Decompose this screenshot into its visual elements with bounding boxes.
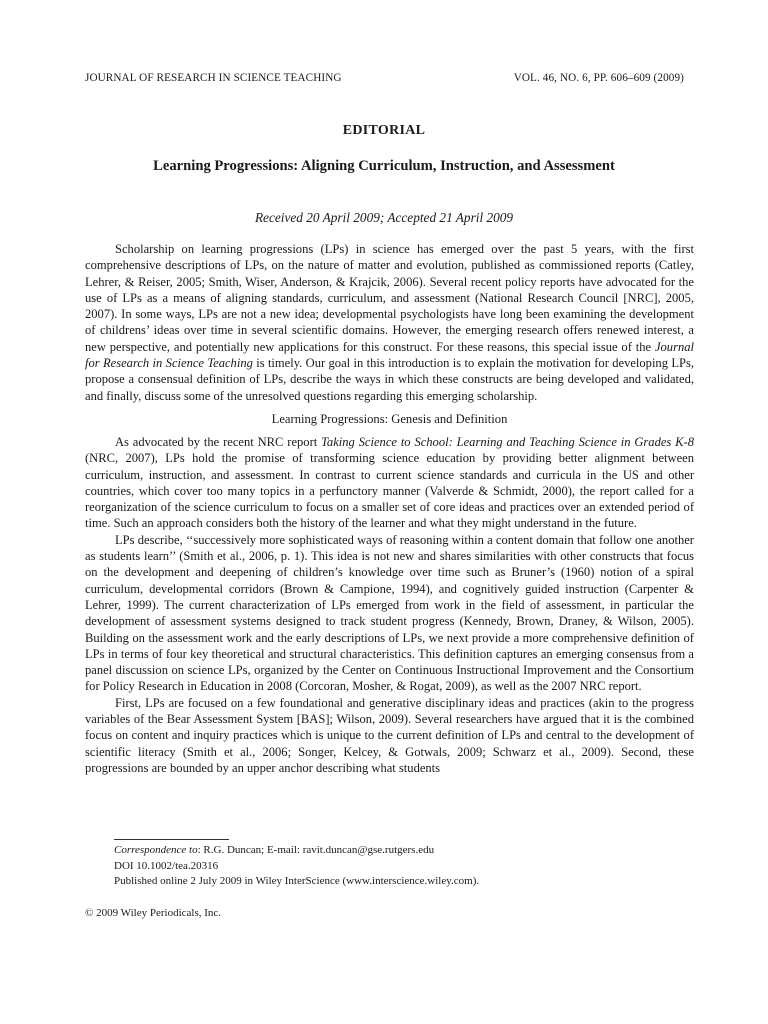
report-title-italic: Taking Science to School: Learning and Teaching Science in Grades K-8 [321, 434, 694, 449]
journal-title-italic: Journal for Research in Science Teaching [85, 339, 694, 371]
correspondence-line [114, 843, 479, 859]
intro-text: Scholarship on learning progressions (LPs) in science has emerged over the past 5 years, with the first comprehensive descriptions of LPs, on the nature of matter and evolution, published as commissioned reports (Catley, Lehrer, & Reiser, 2005; Smith, Wiser, Anderson, & Krajcik, 2006). Several recent policy reports have advocated for the use of LPs as a means of aligning standards, curriculum, and assessment (National Research Council [NRC], 2005, 2007). In some ways, LPs are not a new idea; developmental psychologists have long been examining the development of childrens’ ideas over time in several scientific domains. However, the emerging research offers renewed interest, a new perspective, and potentially new applications for this construct. For these reasons, this special issue of the [85, 242, 694, 354]
doi-line: DOI 10.1002/tea.20316 [114, 859, 219, 872]
body-paragraph-2: LPs describe, ‘‘successively more sophisticated ways of reasoning within a content domain that follow one another as students learn’’ (Smith et al., 2006, p. 1). This idea is not new and shares similarities with other constructs that focus on the development and deepening of children’s knowledge over time such as Bruner’s (1960) notion of a spiral curriculum, developmental corridors (Brown & Campione, 1994), and cognitively guided instruction (Carpenter & Lehrer, 1999). The current characterization of LPs emerged from work in the field of assessment, in particular the development of assessment systems designed to track student progress (Kennedy, Brown, Draney, & Wilson, 2005). Building on the assessment work and the early descriptions of LPs, we next provide a more comprehensive definition of LPs in terms of four key theoretical and structural characteristics. This definition captures an emerging consensus from a panel discussion on science LPs, organized by the Center on Continuous Instructional Improvement and the Consortium for Policy Research in Education in 2008 (Corcoran, Mosher, & Rogat, 2009), as well as the 2007 NRC report. [85, 532, 694, 694]
intro-text-end: is timely. Our goal in this introduction is to explain the motivation for developing LPs, propose a consensual definition of LPs, describe the ways in which these constructs are being developed and validated, and finally, discuss some of the unresolved questions regarding this emerging scholarship. [85, 356, 694, 403]
journal-name: JOURNAL OF RESEARCH IN SCIENCE TEACHING [85, 72, 342, 84]
article-title: Learning Progressions: Aligning Curriculum, Instruction, and Assessment [153, 158, 615, 174]
section-heading: Learning Progressions: Genesis and Definition [271, 411, 508, 426]
section-label: EDITORIAL [342, 123, 426, 138]
volume-info: VOL. 46, NO. 6, PP. 606–609 (2009) [513, 72, 684, 84]
correspondence-text: : R.G. Duncan; E-mail: ravit.duncan@gse.rutgers.edu [197, 844, 435, 856]
running-head [85, 72, 684, 84]
copyright: © 2009 Wiley Periodicals, Inc. [85, 907, 222, 919]
body-paragraph-3: First, LPs are focused on a few foundational and generative disciplinary ideas and practices (akin to the progress variables of the Bear Assessment System [BAS]; Wilson, 2009). Several researchers have argued that it is the combined focus on content and inquiry practices which is unique to the current definition of LPs and central to the development of scientific literacy (Smith et al., 2006; Songer, Kelcey, & Gotwals, 2009; Schwarz et al., 2009). Second, these progressions are bounded by an upper anchor describing what students [85, 695, 694, 775]
body-paragraph-1 [85, 434, 694, 532]
para1-text-end: (NRC, 2007), LPs hold the promise of transforming science education by providing better alignment between curriculum, instruction, and assessment. In contrast to current science standards and curricula in the US and other countries, which cover too many topics in a perfunctory manner (Valverde & Schmidt, 2000), the report called for a reorganization of the science curriculum to focus on a smaller set of core ideas and practices over an extended period of time. Such an approach considers both the history of the learner and what they might understand in the future. [85, 451, 694, 531]
published-line: Published online 2 July 2009 in Wiley InterScience (www.interscience.wiley.com). [114, 875, 480, 887]
para1-text: As advocated by the recent NRC report [115, 434, 322, 449]
received-date: Received 20 April 2009; Accepted 21 April 2009 [254, 210, 514, 225]
article-body [85, 241, 694, 776]
footnote-rule [114, 839, 229, 840]
correspondence-label: Correspondence to [114, 844, 198, 856]
intro-paragraph [85, 241, 694, 404]
footnote [114, 843, 479, 890]
